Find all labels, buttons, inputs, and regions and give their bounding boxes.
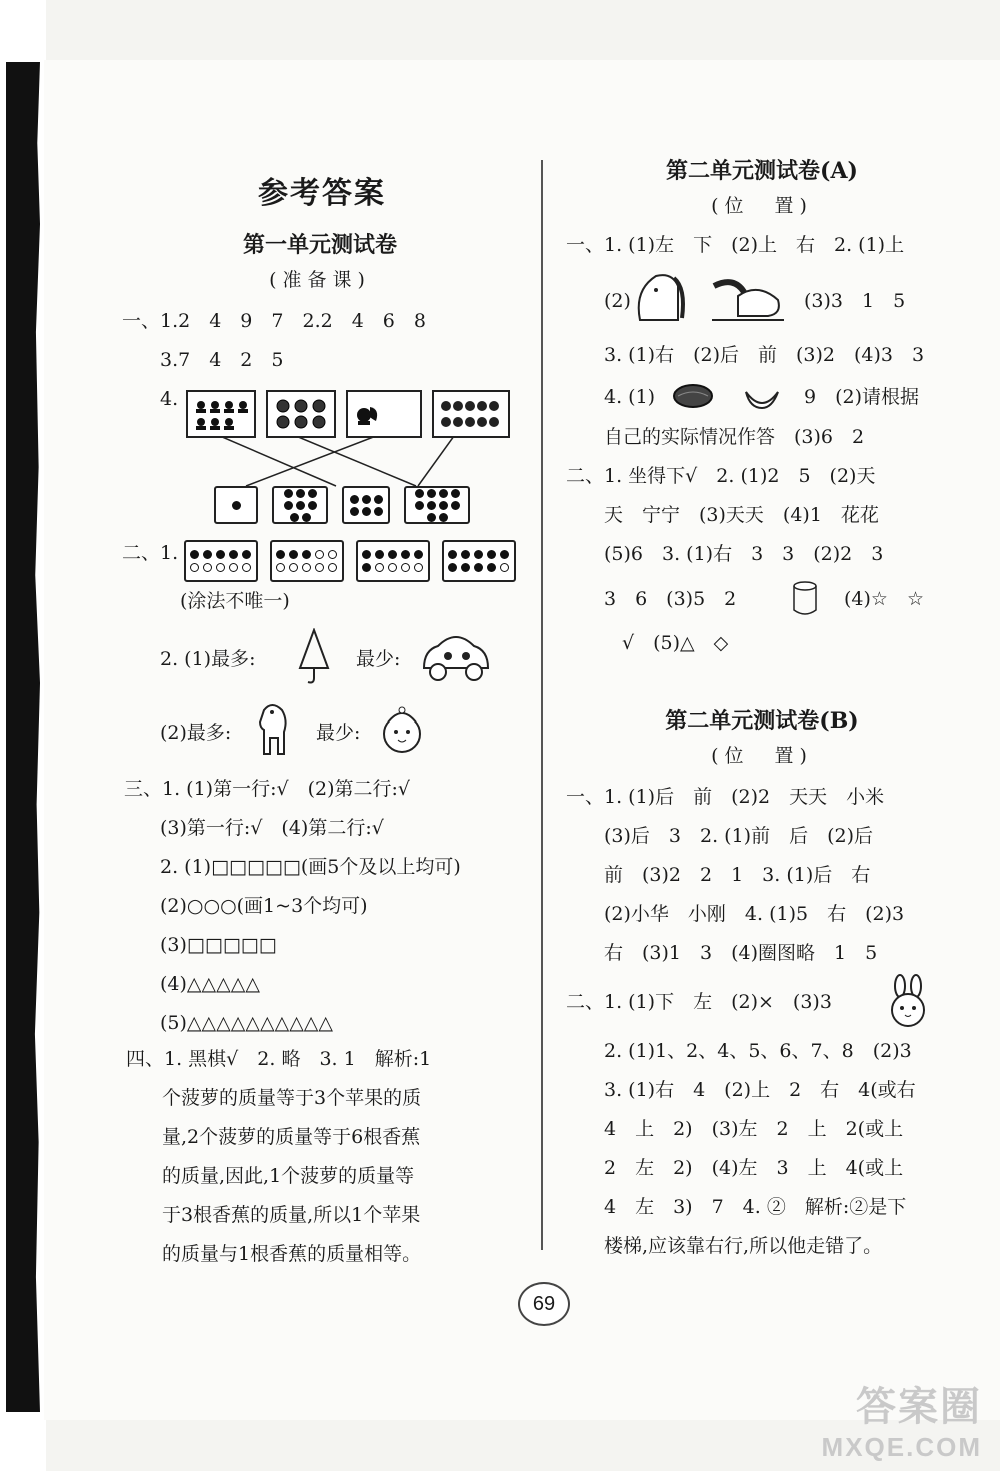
page-title: 参考答案: [258, 176, 386, 211]
bear-icon: [374, 704, 430, 756]
book-spine-shadow: [6, 62, 40, 1412]
answer-line: √ (5)△ ◇: [622, 632, 729, 654]
answer-line: 2. (1)1、2、4、5、6、7、8 (2)3: [604, 1040, 912, 1062]
cat-toy-icon: [708, 276, 788, 326]
umbrella-icon: [294, 628, 334, 686]
banana-icon: [742, 382, 782, 412]
dot-card: [214, 486, 258, 524]
elephant-icon: [256, 700, 292, 756]
answer-line: 3. (1)右 4 (2)上 2 右 4(或右: [604, 1079, 916, 1101]
unit2a-title: 第二单元测试卷(A): [666, 158, 858, 184]
ten-frame: [270, 540, 344, 582]
cylinder-icon: [792, 580, 818, 616]
answer-line: 一、1.2 4 9 7 2.2 4 6 8: [122, 310, 426, 332]
unit1-header: [120, 228, 520, 292]
watermark-url: MXQE.COM: [821, 1432, 982, 1462]
dot-card-row: [214, 486, 470, 524]
answer-line: 量,2个菠萝的质量等于6根香蕉: [162, 1126, 421, 1148]
answer-line: 4 左 3) 7 4. ② 解析:②是下: [604, 1196, 907, 1218]
answer-line: 3.7 4 2 5: [160, 349, 284, 371]
answer-line: 的质量,因此,1个菠萝的质量等: [162, 1165, 415, 1187]
ten-frame: [356, 540, 430, 582]
answer-line: (5)△△△△△△△△△△: [160, 1012, 334, 1034]
ten-frame: [184, 540, 258, 582]
answer-line: 4 上 2) (3)左 2 上 2(或上: [604, 1118, 904, 1140]
answer-line: (3)□□□□□: [160, 934, 277, 956]
watermelon-icon: [672, 382, 714, 410]
answer-line: (4)☆ ☆: [844, 588, 924, 610]
picture-box: [186, 390, 256, 438]
answer-line: 右 (3)1 3 (4)圈图略 1 5: [604, 942, 878, 964]
picture-box: [346, 390, 422, 438]
unit1-subtitle: (准备课): [269, 269, 371, 291]
watermark-logo-text: 答案圈: [856, 1385, 982, 1429]
page-number: 69: [518, 1282, 570, 1326]
answer-line: 4. (1): [604, 386, 656, 408]
answer-line: 2. (1)最多:: [160, 648, 256, 670]
answer-line: 二、1.: [122, 542, 179, 564]
answer-line: 一、1. (1)后 前 (2)2 天天 小米: [566, 786, 885, 808]
answer-line: (2): [604, 290, 631, 312]
answer-line: 二、1. 坐得下√ 2. (1)2 5 (2)天: [566, 465, 876, 487]
answer-line: 于3根香蕉的质量,所以1个苹果: [162, 1204, 421, 1226]
unit2a-header: [562, 154, 962, 218]
answer-line: (2)最多:: [160, 722, 232, 744]
answer-line: (2)○○○(画1~3个均可): [160, 895, 368, 917]
answer-line: 四、1. 黑棋√ 2. 略 3. 1 解析:1: [126, 1048, 432, 1070]
answer-line: 最少:: [316, 722, 361, 744]
site-watermark: [822, 1375, 982, 1463]
answer-line: 楼梯,应该靠右行,所以他走错了。: [604, 1235, 883, 1257]
answer-line: (5)6 3. (1)右 3 3 (2)2 3: [604, 543, 884, 565]
answer-line: 4.: [160, 388, 179, 410]
answer-line: (3)后 3 2. (1)前 后 (2)后: [604, 825, 873, 847]
ten-frame-row: [184, 540, 516, 582]
answer-note: (涂法不唯一): [180, 590, 290, 612]
dot-card: [272, 486, 328, 524]
ten-frame: [442, 540, 516, 582]
unit2b-header: [562, 704, 962, 768]
answer-line: 一、1. (1)左 下 (2)上 右 2. (1)上: [566, 234, 905, 256]
answer-line: 2. (1)□□□□□(画5个及以上均可): [160, 856, 461, 878]
car-icon: [418, 626, 494, 686]
picture-box: [266, 390, 336, 438]
unit2b-subtitle: (位 置): [711, 745, 813, 767]
answer-line: 3. (1)右 (2)后 前 (3)2 (4)3 3: [604, 344, 925, 366]
answer-line: (3)3 1 5: [804, 290, 906, 312]
answer-line: (3)第一行:√ (4)第二行:√: [160, 817, 384, 839]
answer-line: 前 (3)2 2 1 3. (1)后 右: [604, 864, 871, 886]
squirrel-icon: [354, 401, 380, 427]
matching-lines: [186, 436, 486, 488]
answer-line: 最少:: [356, 648, 401, 670]
answer-line: 三、1. (1)第一行:√ (2)第二行:√: [124, 778, 411, 800]
answer-line: (4)△△△△△: [160, 973, 260, 995]
picture-box: [432, 390, 510, 438]
answer-line: 自己的实际情况作答 (3)6 2: [604, 426, 865, 448]
answer-line: 9 (2)请根据: [804, 386, 920, 408]
answer-line: 2 左 2) (4)左 3 上 4(或上: [604, 1157, 904, 1179]
answer-line: 个菠萝的质量等于3个苹果的质: [162, 1087, 422, 1109]
dot-card: [342, 486, 390, 524]
rabbit-icon: [886, 974, 930, 1028]
answer-line: 天 宁宁 (3)天天 (4)1 花花: [604, 504, 879, 526]
unit1-title: 第一单元测试卷: [242, 232, 397, 258]
dot-card: [404, 486, 470, 524]
answer-line: 二、1. (1)下 左 (2)× (3)3: [566, 991, 832, 1013]
column-divider: [541, 160, 543, 1250]
answer-line: (2)小华 小刚 4. (1)5 右 (2)3: [604, 903, 905, 925]
monkey-group-icon: [191, 395, 251, 433]
horse-head-icon: [630, 270, 690, 326]
unit2a-subtitle: (位 置): [711, 195, 813, 217]
unit2b-title: 第二单元测试卷(B): [665, 708, 859, 734]
answer-line: 3 6 (3)5 2: [604, 588, 737, 610]
ball-group-icon: [273, 396, 329, 432]
fruit-group-icon: [437, 396, 505, 432]
matching-picture-row: [186, 390, 510, 438]
answer-line: 的质量与1根香蕉的质量相等。: [162, 1243, 422, 1265]
